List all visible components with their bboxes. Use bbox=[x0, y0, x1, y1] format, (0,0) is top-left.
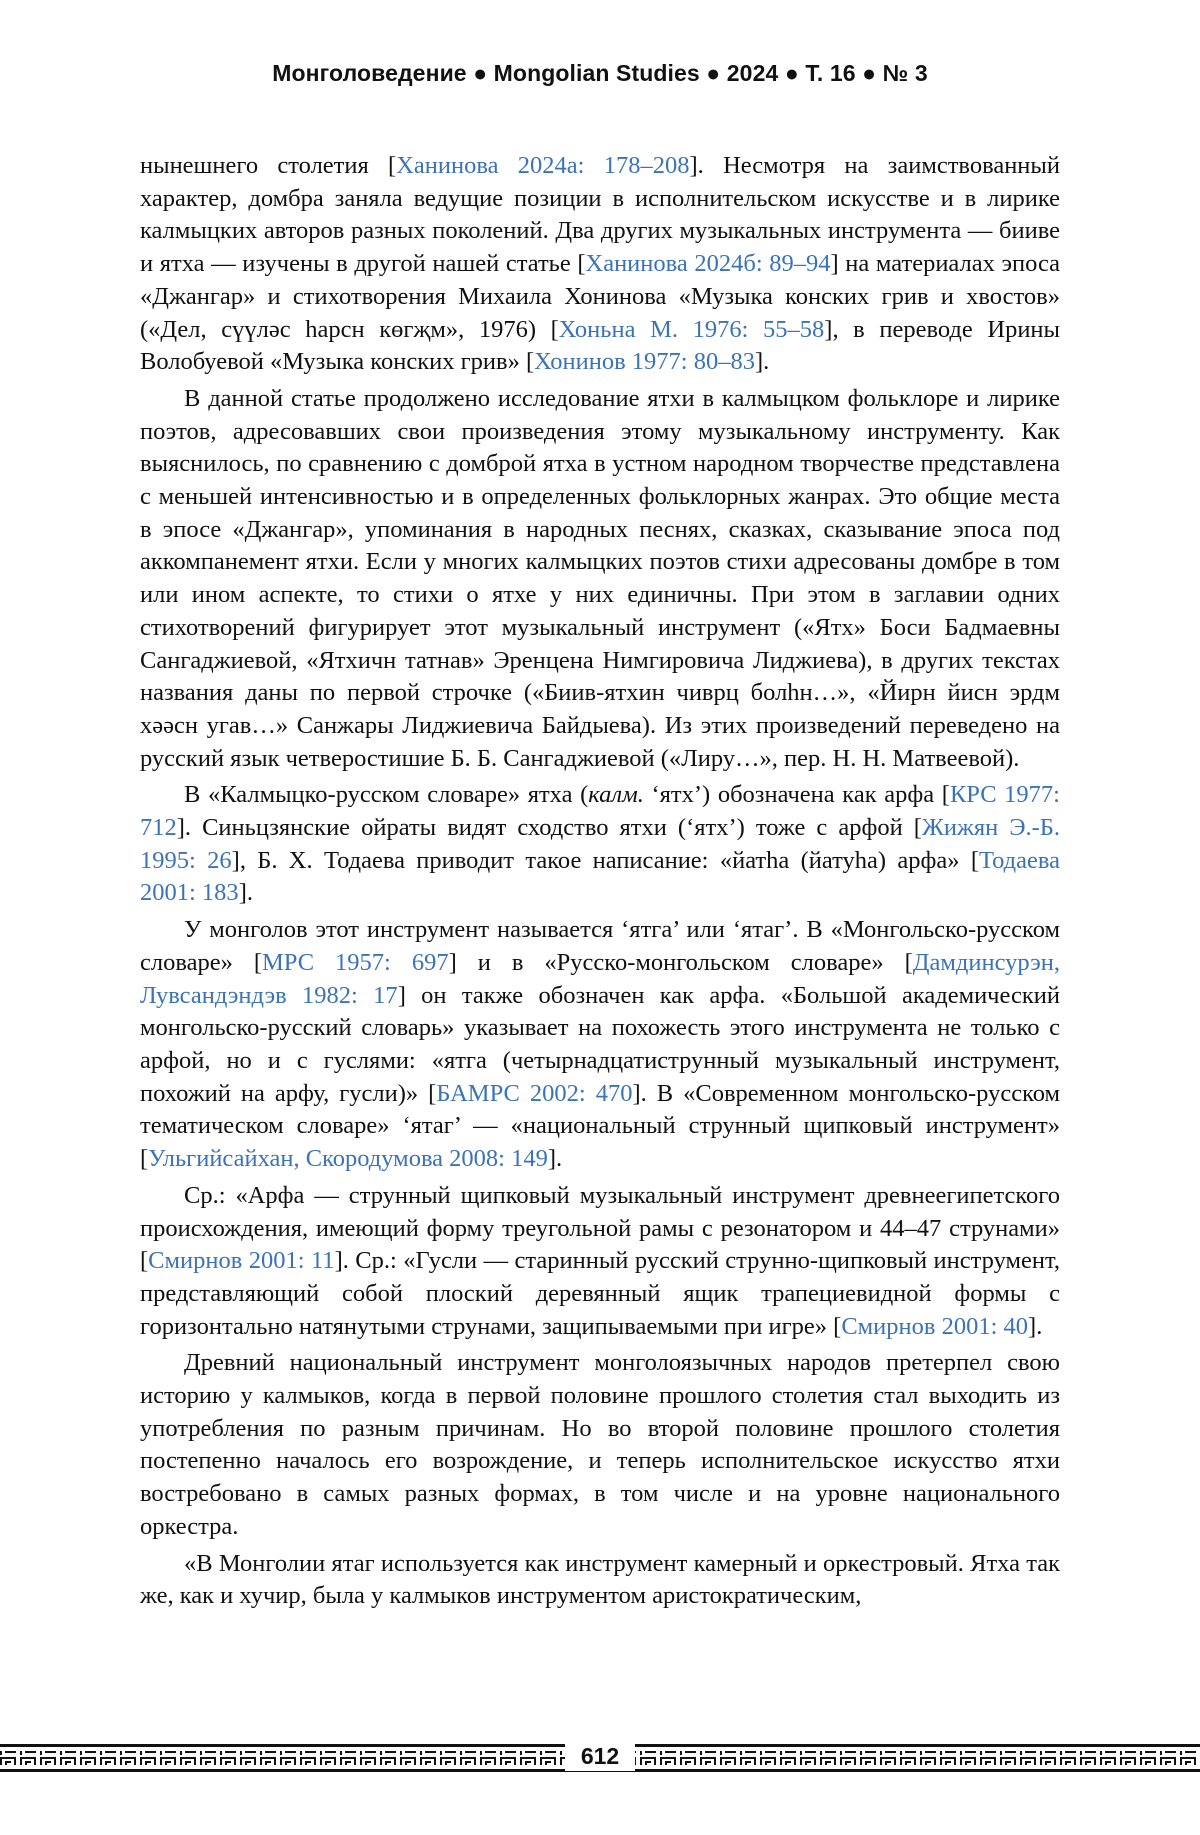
paragraph bbox=[140, 1180, 1060, 1344]
citation-link[interactable]: БАМРС 2002: 470 bbox=[436, 1079, 633, 1107]
paragraph-text: ]. bbox=[547, 1145, 563, 1173]
paragraph-text: Древний национальный инструмент монголоязычных народов претерпел свою историю у калмыков, когда в первой половине прошлого столетия стал выходить из употребления по разным причинам. Но во второй половине прошлого столетия постепенно началось его возрождение, и теперь исполнительское искусство ятхи востребовано в самых разных формах, в том числе и на уровне национального оркестра. bbox=[140, 1349, 1060, 1540]
citation-link[interactable]: МРС 1957: 697 bbox=[262, 948, 449, 976]
paragraph-text: ]. Несмотря на заимствованный характер, домбра заняла ведущие позиции в исполнительском искусстве и в лирике калмыцких авторов разных поколений. Два других музыкальных инструмента — бииве и ятха — изучены в другой нашей статье [ bbox=[140, 152, 1060, 278]
running-title: Монголоведение ● Mongolian Studies ● 2024 ● Т. 16 ● № 3 bbox=[272, 60, 928, 86]
citation-link[interactable]: Ханинова 2024а: 178–208 bbox=[396, 152, 690, 179]
paragraph-text: ]. bbox=[1028, 1312, 1043, 1340]
paragraph-text: ] он также обозначен как арфа. «Большой академический монгольско-русский словарь» указывает на похожесть этого инструмента не только с арфой, но и с гуслями: «ятга (четырнадцатиструнный музыкальный инструмент, похожий на арфу, гусли)» [ bbox=[140, 981, 1060, 1107]
paragraph-text: Ср.: «Арфа — струнный щипковый музыкальный инструмент древнеегипетского происхождения, имеющий форму треугольной рамы с резонатором и 44–47 струнами» [ bbox=[140, 1181, 1060, 1275]
paragraph-text: ], Б. Х. Тодаева приводит такое написание: «йатһа (йатуһа) арфа» [ bbox=[231, 846, 979, 874]
paragraph-text: В «Калмыцко-русском словаре» ятха ( bbox=[184, 781, 589, 809]
article-body bbox=[140, 150, 1060, 1613]
paragraph-text: ] на материалах эпоса «Джангар» и стихотворения Михаила Хонинова «Музыка конских грив и хвостов» («Дел, сүүлəс һарсн көгҗм», 1976) [ bbox=[140, 250, 1061, 343]
citation-link[interactable]: Ханинова 2024б: 89–94 bbox=[585, 250, 831, 278]
citation-link[interactable]: Тодаева 2001: 183 bbox=[140, 846, 1061, 907]
paragraph-text: ], в переводе Ирины Волобуевой «Музыка конских грив» [ bbox=[140, 315, 1061, 376]
citation-link[interactable]: Хонинов 1977: 80–83 bbox=[534, 348, 755, 376]
citation-link[interactable]: Жижян Э.-Б. 1995: 26 bbox=[140, 814, 1060, 874]
paragraph bbox=[140, 779, 1060, 910]
paragraph-text: ]. В «Современном монгольско-русском тематическом словаре» ‘ятаг’ — «национальный струнный щипковый инструмент» [ bbox=[140, 1079, 1061, 1173]
citation-link[interactable]: Смирнов 2001: 11 bbox=[148, 1247, 335, 1275]
page-number: 612 bbox=[565, 1741, 635, 1771]
paragraph-text: В данной статье продолжено исследование ятхи в калмыцком фольклоре и лирике поэтов, адресовавших свои произведения этому музыкальному инструменту. Как выяснилось, по сравнению с домброй ятха в устном народном творчестве представлена с меньшей интенсивностью и в определенных фольклорных жанрах. Это общие места в эпосе «Джангар», упоминания в народных песнях, сказках, сказывание эпоса под аккомпанемент ятхи. Если у многих калмыцких поэтов стихи адресованы домбре в том или ином аспекте, то стихи о ятхе у них единичны. При этом в заглавии одних стихотворений фигурирует этот музыкальный инструмент («Ятх» Боси Бадмаевны Сангаджиевой, «Ятхичн татнав» Эренцена Нимгировича Лиджиева), в других текстах названия даны по первой строчке («Биив-ятхин чиврц болһн…», «Йирн йисн эрдм хəəсн угав…» Санжары Лиджиевича Байдыева). Из этих произведений переведено на русский язык четверостишие Б. Б. Сангаджиевой («Лиру…», пер. Н. Н. Матвеевой). bbox=[140, 384, 1060, 772]
paragraph-text: ] и в «Русско-монгольском словаре» [ bbox=[448, 948, 913, 976]
paragraph bbox=[140, 1347, 1060, 1543]
paragraph-text: нынешнего столетия [ bbox=[140, 152, 397, 179]
paragraph-text: ]. Синьцзянские ойраты видят сходство ятхи (‘ятх’) тоже с арфой [ bbox=[176, 814, 922, 842]
paragraph bbox=[140, 150, 1060, 379]
paragraph-text: ]. bbox=[238, 879, 253, 907]
paragraph bbox=[140, 1548, 1060, 1613]
citation-link[interactable]: Ульгийсайхан, Скородумова 2008: 149 bbox=[148, 1145, 548, 1173]
paragraph bbox=[140, 914, 1060, 1176]
emphasized-text: калм. bbox=[588, 781, 644, 809]
paragraph-text: У монголов этот инструмент называется ‘ятга’ или ‘ятаг’. В «Монгольско-русском словаре» [ bbox=[140, 916, 1060, 976]
citation-link[interactable]: Дамдинсурэн, Лувсандэндэв 1982: 17 bbox=[140, 948, 1060, 1009]
running-header bbox=[0, 60, 1200, 87]
citation-link[interactable]: Смирнов 2001: 40 bbox=[841, 1312, 1029, 1340]
paragraph-text: ‘ятх’) обозначена как арфа [ bbox=[643, 781, 950, 809]
citation-link[interactable]: Хоньна М. 1976: 55–58 bbox=[558, 315, 825, 343]
paragraph-text: ]. bbox=[754, 348, 770, 376]
citation-link[interactable]: КРС 1977: 712 bbox=[140, 781, 1060, 842]
paragraph bbox=[140, 383, 1060, 775]
paragraph-text: «В Монголии ятаг используется как инструмент камерный и оркестровый. Ятха так же, как и хучир, была у калмыков инструментом аристократическим, bbox=[140, 1549, 1060, 1610]
paragraph-text: ]. Ср.: «Гусли — старинный русский струнно-щипковый инструмент, представляющий собой плоский деревянный ящик трапециевидной формы с горизонтально натянутыми струнами, защипываемыми при игре» [ bbox=[140, 1247, 1060, 1340]
